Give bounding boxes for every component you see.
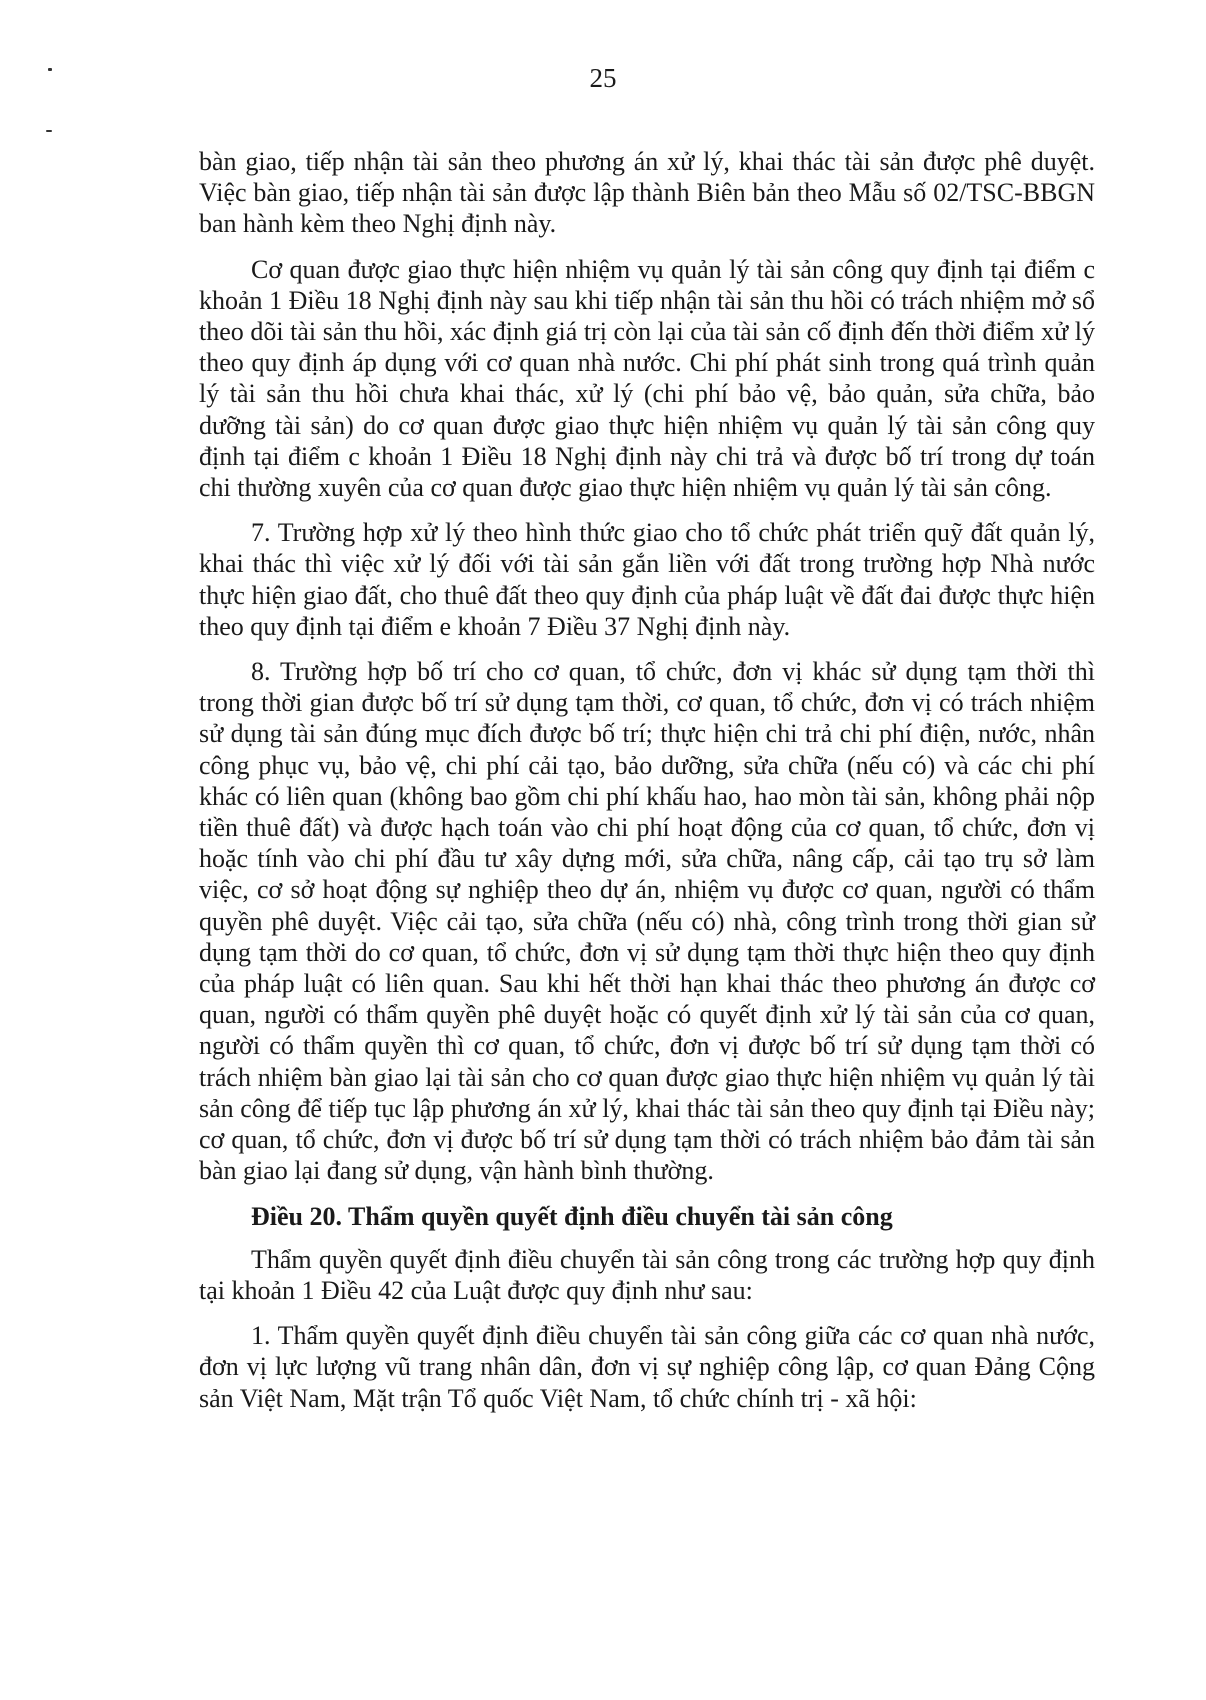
page-number: 25	[589, 63, 617, 93]
paragraph-clause-1: 1. Thẩm quyền quyết định điều chuyển tài sản công giữa các cơ quan nhà nước, đơn vị lực lượng vũ trang nhân dân, đơn vị sự nghiệp công lập, cơ quan Đảng Cộng sản Việt Nam, Mặt trận Tổ quốc Việt Nam, tổ chức chính trị - xã hội:	[199, 1321, 1095, 1413]
paragraph-clause-7: 7. Trường hợp xử lý theo hình thức giao cho tổ chức phát triển quỹ đất quản lý, khai thác thì việc xử lý đối với tài sản gắn liền với đất trong trường hợp Nhà nước thực hiện giao đất, cho thuê đất theo quy định của pháp luật về đất đai được thực hiện theo quy định tại điểm e khoản 7 Điều 37 Nghị định này.	[199, 518, 1095, 641]
paragraph: Cơ quan được giao thực hiện nhiệm vụ quản lý tài sản công quy định tại điểm c khoản 1 Điều 18 Nghị định này sau khi tiếp nhận tài sản thu hồi có trách nhiệm mở sổ theo dõi tài sản thu hồi, xác định giá trị còn lại của tài sản cố định đến thời điểm xử lý theo quy định áp dụng với cơ quan nhà nước. Chi phí phát sinh trong quá trình quản lý tài sản thu hồi chưa khai thác, xử lý (chi phí bảo vệ, bảo quản, sửa chữa, bảo dưỡng tài sản) do cơ quan được giao thực hiện nhiệm vụ quản lý tài sản công quy định tại điểm c khoản 1 Điều 18 Nghị định này chi trả và được bố trí trong dự toán chi thường xuyên của cơ quan được giao thực hiện nhiệm vụ quản lý tài sản công.	[199, 254, 1095, 503]
paragraph-continuation: bàn giao, tiếp nhận tài sản theo phương án xử lý, khai thác tài sản được phê duyệt. Việc bàn giao, tiếp nhận tài sản được lập thành Biên bản theo Mẫu số 02/TSC-BBGN ban hành kèm theo Nghị định này.	[199, 147, 1095, 239]
scan-speck	[46, 130, 52, 132]
paragraph: Thẩm quyền quyết định điều chuyển tài sản công trong các trường hợp quy định tại khoản 1 Điều 42 của Luật được quy định như sau:	[199, 1244, 1095, 1305]
article-heading: Điều 20. Thẩm quyền quyết định điều chuyển tài sản công	[251, 1201, 893, 1231]
document-body	[199, 146, 1095, 1428]
paragraph-clause-8: 8. Trường hợp bố trí cho cơ quan, tổ chức, đơn vị khác sử dụng tạm thời thì trong thời gian được bố trí sử dụng tạm thời, cơ quan, tổ chức, đơn vị có trách nhiệm sử dụng tài sản đúng mục đích được bố trí; thực hiện chi trả chi phí điện, nước, nhân công phục vụ, bảo vệ, chi phí cải tạo, bảo dưỡng, sửa chữa (nếu có) và các chi phí khác có liên quan (không bao gồm chi phí khấu hao, hao mòn tài sản, không phải nộp tiền thuê đất) và được hạch toán vào chi phí hoạt động của cơ quan, tổ chức, đơn vị hoặc tính vào chi phí đầu tư xây dựng mới, sửa chữa, nâng cấp, cải tạo trụ sở làm việc, cơ sở hoạt động sự nghiệp theo dự án, nhiệm vụ được cơ quan, người có thẩm quyền phê duyệt. Việc cải tạo, sửa chữa (nếu có) nhà, công trình trong thời gian sử dụng tạm thời do cơ quan, tổ chức, đơn vị sử dụng tạm thời thực hiện theo quy định của pháp luật có liên quan. Sau khi hết thời hạn khai thác theo phương án được cơ quan, người có thẩm quyền phê duyệt hoặc có quyết định xử lý tài sản của cơ quan, người có thẩm quyền thì cơ quan, tổ chức, đơn vị được bố trí sử dụng tạm thời có trách nhiệm bàn giao lại tài sản cho cơ quan được giao thực hiện nhiệm vụ quản lý tài sản công để tiếp tục lập phương án xử lý, khai thác tài sản theo quy định tại Điều này; cơ quan, tổ chức, đơn vị được bố trí sử dụng tạm thời có trách nhiệm bảo đảm tài sản bàn giao lại đang sử dụng, vận hành bình thường.	[199, 657, 1095, 1186]
